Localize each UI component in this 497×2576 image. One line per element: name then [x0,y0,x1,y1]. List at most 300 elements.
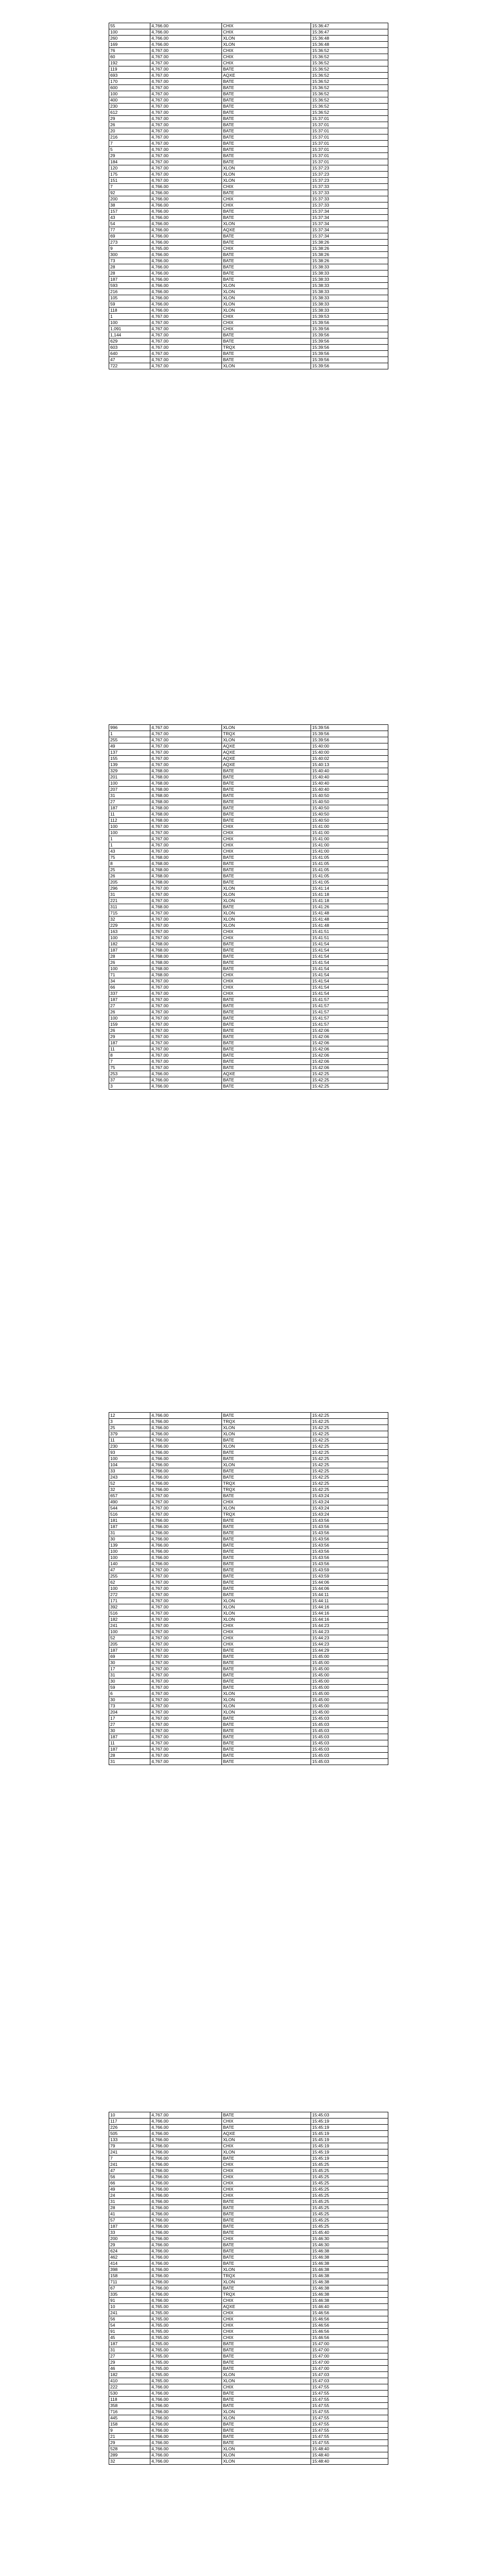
quantity-cell: 7 [109,2156,150,2162]
table-row [109,892,388,898]
venue-cell: BATE [222,787,311,793]
venue-cell: BATE [222,79,311,85]
table-row [109,258,388,264]
table-row [109,1028,388,1034]
venue-cell: BATE [222,1580,311,1586]
table-row [109,2452,388,2459]
time-cell: 15:37:23 [311,172,388,178]
quantity-cell: 43 [109,849,150,855]
quantity-cell: 20 [109,128,150,134]
quantity-cell: 31 [109,1672,150,1679]
table-row [109,762,388,768]
quantity-cell: 52 [109,1481,150,1487]
quantity-cell: 31 [109,2347,150,2353]
table-row [109,1648,388,1654]
venue-cell: BATE [222,1450,311,1456]
price-cell: 4,766.00 [150,2440,222,2446]
time-cell: 15:44:16 [311,1611,388,1617]
time-cell: 15:43:24 [311,1493,388,1499]
table-row [109,2112,388,2119]
table-row [109,128,388,134]
time-cell: 15:41:54 [311,985,388,991]
quantity-cell: 31 [109,1530,150,1536]
table-row [109,1697,388,1703]
quantity-cell: 400 [109,97,150,104]
time-cell: 15:42:25 [311,1475,388,1481]
table-row [109,1413,388,1419]
time-cell: 15:45:40 [311,2230,388,2236]
trades-table-page-2 [109,724,388,1090]
time-cell: 15:40:40 [311,781,388,787]
time-cell: 15:37:23 [311,178,388,184]
time-cell: 15:41:51 [311,929,388,935]
price-cell: 4,766.00 [150,2174,222,2180]
table-row [109,202,388,209]
time-cell: 15:41:54 [311,960,388,966]
time-cell: 15:39:56 [311,345,388,351]
price-cell: 4,766.00 [150,1462,222,1468]
time-cell: 15:48:40 [311,2446,388,2452]
table-row [109,2391,388,2397]
time-cell: 15:46:56 [311,2323,388,2329]
venue-cell: BATE [222,1518,311,1524]
table-row [109,1034,388,1040]
table-row [109,861,388,867]
table-row [109,110,388,116]
quantity-cell: 722 [109,363,150,369]
time-cell: 15:44:06 [311,1586,388,1592]
venue-cell: CHIX [222,314,311,320]
price-cell: 4,768.00 [150,805,222,811]
quantity-cell: 55 [109,23,150,29]
venue-cell: AQXE [222,2131,311,2137]
venue-cell: CHIX [222,2384,311,2391]
price-cell: 4,767.00 [150,1672,222,1679]
table-row [109,873,388,879]
table-row [109,277,388,283]
venue-cell: CHIX [222,2168,311,2174]
table-row [109,1530,388,1536]
time-cell: 15:37:01 [311,147,388,153]
quantity-cell: 45 [109,2335,150,2341]
venue-cell: BATE [222,2403,311,2409]
price-cell: 4,766.00 [150,1444,222,1450]
time-cell: 15:45:19 [311,2149,388,2156]
table-row [109,1666,388,1672]
venue-cell: BATE [222,799,311,805]
price-cell: 4,766.00 [150,277,222,283]
venue-cell: XLON [222,886,311,892]
quantity-cell: 91 [109,2329,150,2335]
venue-cell: CHIX [222,1629,311,1635]
time-cell: 15:45:03 [311,1747,388,1753]
quantity-cell: 184 [109,159,150,165]
price-cell: 4,766.00 [150,2452,222,2459]
quantity-cell: 75 [109,855,150,861]
price-cell: 4,767.00 [150,128,222,134]
time-cell: 15:44:11 [311,1598,388,1604]
time-cell: 15:38:26 [311,252,388,258]
table-row [109,2149,388,2156]
quantity-cell: 79 [109,2143,150,2149]
time-cell: 15:36:52 [311,97,388,104]
quantity-cell: 182 [109,2372,150,2378]
venue-cell: BATE [222,104,311,110]
quantity-cell: 37 [109,1077,150,1083]
quantity-cell: 30 [109,1697,150,1703]
price-cell: 4,766.00 [150,264,222,270]
table-row [109,836,388,842]
table-row [109,824,388,830]
venue-cell: CHIX [222,196,311,202]
table-row [109,849,388,855]
venue-cell: BATE [222,1685,311,1691]
price-cell: 4,767.00 [150,1697,222,1703]
table-row [109,2211,388,2217]
time-cell: 15:46:40 [311,2304,388,2310]
venue-cell: BATE [222,1747,311,1753]
quantity-cell: 32 [109,917,150,923]
venue-cell: BATE [222,2341,311,2347]
table-row [109,2162,388,2168]
price-cell: 4,765.00 [150,2335,222,2341]
price-cell: 4,767.00 [150,320,222,326]
time-cell: 15:37:01 [311,159,388,165]
venue-cell: BATE [222,879,311,886]
price-cell: 4,767.00 [150,110,222,116]
venue-cell: BATE [222,2391,311,2397]
price-cell: 4,766.00 [150,2125,222,2131]
quantity-cell: 163 [109,929,150,935]
quantity-cell: 7 [109,184,150,190]
price-cell: 4,767.00 [150,737,222,743]
price-cell: 4,765.00 [150,246,222,252]
time-cell: 15:38:26 [311,240,388,246]
price-cell: 4,767.00 [150,1691,222,1697]
table-row [109,811,388,818]
venue-cell: BATE [222,2230,311,2236]
price-cell: 4,767.00 [150,886,222,892]
price-cell: 4,766.00 [150,1481,222,1487]
time-cell: 15:45:00 [311,1672,388,1679]
time-cell: 15:36:52 [311,79,388,85]
venue-cell: BATE [222,2211,311,2217]
time-cell: 15:39:53 [311,314,388,320]
table-row [109,855,388,861]
quantity-cell: 1 [109,314,150,320]
quantity-cell: 33 [109,1468,150,1475]
price-cell: 4,767.00 [150,178,222,184]
quantity-cell: 329 [109,768,150,774]
quantity-cell: 272 [109,1592,150,1598]
venue-cell: CHIX [222,2335,311,2341]
table-row [109,2316,388,2323]
time-cell: 15:41:05 [311,855,388,861]
time-cell: 15:38:33 [311,283,388,289]
time-cell: 15:42:06 [311,1034,388,1040]
time-cell: 15:48:40 [311,2452,388,2459]
price-cell: 4,767.00 [150,104,222,110]
quantity-cell: 119 [109,66,150,73]
table-row [109,1691,388,1697]
venue-cell: BATE [222,768,311,774]
time-cell: 15:41:57 [311,1015,388,1022]
time-cell: 15:39:56 [311,351,388,357]
table-row [109,1734,388,1740]
time-cell: 15:47:00 [311,2353,388,2360]
table-row [109,60,388,66]
price-cell: 4,766.00 [150,2199,222,2205]
venue-cell: BATE [222,1009,311,1015]
time-cell: 15:39:56 [311,320,388,326]
venue-cell: BATE [222,873,311,879]
quantity-cell: 201 [109,774,150,781]
quantity-cell: 192 [109,60,150,66]
quantity-cell: 230 [109,1444,150,1450]
quantity-cell: 60 [109,54,150,60]
time-cell: 15:45:25 [311,2193,388,2199]
table-row [109,2255,388,2261]
table-row [109,2347,388,2353]
table-row [109,1046,388,1053]
quantity-cell: 187 [109,2224,150,2230]
table-row [109,923,388,929]
table-row [109,997,388,1003]
venue-cell: XLON [222,2415,311,2421]
time-cell: 15:47:55 [311,2397,388,2403]
time-cell: 15:38:33 [311,289,388,295]
table-row [109,978,388,985]
table-row [109,1629,388,1635]
price-cell: 4,766.00 [150,2224,222,2230]
venue-cell: BATE [222,2366,311,2372]
price-cell: 4,766.00 [150,1413,222,1419]
time-cell: 15:44:29 [311,1648,388,1654]
venue-cell: CHIX [222,2329,311,2335]
quantity-cell: 38 [109,202,150,209]
table-row [109,2143,388,2149]
table-row [109,85,388,91]
price-cell: 4,766.00 [150,2149,222,2156]
table-row [109,1487,388,1493]
table-row [109,793,388,799]
table-row [109,1015,388,1022]
price-cell: 4,766.00 [150,2409,222,2415]
table-row [109,787,388,793]
venue-cell: BATE [222,141,311,147]
venue-cell: TRQX [222,1481,311,1487]
table-row [109,2205,388,2211]
quantity-cell: 100 [109,1549,150,1555]
time-cell: 15:42:25 [311,1481,388,1487]
time-cell: 15:42:25 [311,1083,388,1090]
table-row [109,1518,388,1524]
price-cell: 4,767.00 [150,1493,222,1499]
price-cell: 4,767.00 [150,60,222,66]
table-row [109,1561,388,1567]
quantity-cell: 49 [109,743,150,750]
time-cell: 15:42:25 [311,1413,388,1419]
venue-cell: CHIX [222,29,311,36]
price-cell: 4,767.00 [150,1040,222,1046]
quantity-cell: 410 [109,2378,150,2384]
venue-cell: BATE [222,240,311,246]
table-row [109,153,388,159]
quantity-cell: 100 [109,966,150,972]
price-cell: 4,766.00 [150,2143,222,2149]
price-cell: 4,766.00 [150,252,222,258]
time-cell: 15:37:34 [311,233,388,240]
price-cell: 4,766.00 [150,2279,222,2285]
quantity-cell: 28 [109,954,150,960]
table-row [109,2279,388,2285]
table-row [109,2329,388,2335]
time-cell: 15:45:03 [311,1740,388,1747]
venue-cell: BATE [222,1666,311,1672]
quantity-cell: 289 [109,2452,150,2459]
price-cell: 4,766.00 [150,2397,222,2403]
venue-cell: CHIX [222,2162,311,2168]
time-cell: 15:42:06 [311,1065,388,1071]
time-cell: 15:41:26 [311,904,388,910]
quantity-cell: 26 [109,873,150,879]
quantity-cell: 100 [109,935,150,941]
price-cell: 4,767.00 [150,1635,222,1641]
time-cell: 15:42:25 [311,1450,388,1456]
quantity-cell: 26 [109,122,150,128]
venue-cell: BATE [222,258,311,264]
quantity-cell: 54 [109,2323,150,2329]
price-cell: 4,768.00 [150,873,222,879]
venue-cell: BATE [222,1053,311,1059]
quantity-cell: 100 [109,91,150,97]
time-cell: 15:42:25 [311,1468,388,1475]
price-cell: 4,767.00 [150,1053,222,1059]
quantity-cell: 229 [109,923,150,929]
venue-cell: BATE [222,351,311,357]
quantity-cell: 118 [109,308,150,314]
venue-cell: BATE [222,2285,311,2292]
quantity-cell: 204 [109,1709,150,1716]
price-cell: 4,767.00 [150,923,222,929]
table-row [109,252,388,258]
venue-cell: XLON [222,295,311,301]
price-cell: 4,767.00 [150,1604,222,1611]
time-cell: 15:41:48 [311,910,388,917]
venue-cell: BATE [222,1468,311,1475]
table-row [109,2248,388,2255]
price-cell: 4,766.00 [150,270,222,277]
quantity-cell: 8 [109,861,150,867]
venue-cell: BATE [222,128,311,134]
time-cell: 15:37:34 [311,221,388,227]
venue-cell: CHIX [222,202,311,209]
price-cell: 4,767.00 [150,314,222,320]
venue-cell: BATE [222,2112,311,2119]
venue-cell: XLON [222,1709,311,1716]
quantity-cell: 133 [109,2137,150,2143]
time-cell: 15:37:33 [311,190,388,196]
table-row [109,54,388,60]
table-row [109,2434,388,2440]
venue-cell: CHIX [222,246,311,252]
quantity-cell: 603 [109,345,150,351]
venue-cell: CHIX [222,836,311,842]
venue-cell: BATE [222,2242,311,2248]
quantity-cell: 241 [109,2149,150,2156]
venue-cell: BATE [222,122,311,128]
quantity-cell: 17 [109,1666,150,1672]
quantity-cell: 379 [109,1431,150,1437]
table-row [109,1456,388,1462]
venue-cell: CHIX [222,2119,311,2125]
table-row [109,2341,388,2347]
price-cell: 4,768.00 [150,904,222,910]
time-cell: 15:46:38 [311,2285,388,2292]
quantity-cell: 27 [109,799,150,805]
venue-cell: XLON [222,1444,311,1450]
quantity-cell: 528 [109,2446,150,2452]
quantity-cell: 159 [109,1022,150,1028]
time-cell: 15:43:56 [311,1518,388,1524]
table-row [109,2285,388,2292]
venue-cell: BATE [222,793,311,799]
price-cell: 4,767.00 [150,1753,222,1759]
price-cell: 4,766.00 [150,2403,222,2409]
venue-cell: CHIX [222,2193,311,2199]
price-cell: 4,765.00 [150,2347,222,2353]
quantity-cell: 158 [109,2273,150,2279]
table-row [109,1747,388,1753]
price-cell: 4,766.00 [150,2434,222,2440]
table-row [109,178,388,184]
time-cell: 15:37:34 [311,215,388,221]
time-cell: 15:42:06 [311,1028,388,1034]
time-cell: 15:42:25 [311,1462,388,1468]
quantity-cell: 182 [109,941,150,947]
time-cell: 15:39:56 [311,326,388,332]
table-row [109,818,388,824]
time-cell: 15:39:56 [311,725,388,731]
venue-cell: XLON [222,178,311,184]
table-row [109,886,388,892]
venue-cell: BATE [222,1654,311,1660]
time-cell: 15:47:55 [311,2391,388,2397]
price-cell: 4,766.00 [150,2459,222,2465]
table-row [109,941,388,947]
price-cell: 4,766.00 [150,233,222,240]
venue-cell: BATE [222,1028,311,1034]
price-cell: 4,767.00 [150,165,222,172]
price-cell: 4,767.00 [150,351,222,357]
time-cell: 15:40:00 [311,743,388,750]
quantity-cell: 10 [109,2112,150,2119]
quantity-cell: 100 [109,1015,150,1022]
price-cell: 4,766.00 [150,2137,222,2143]
table-row [109,289,388,295]
time-cell: 15:40:40 [311,768,388,774]
venue-cell: BATE [222,904,311,910]
price-cell: 4,768.00 [150,954,222,960]
table-row [109,1716,388,1722]
time-cell: 15:40:02 [311,756,388,762]
quantity-cell: 462 [109,2255,150,2261]
time-cell: 15:43:56 [311,1524,388,1530]
quantity-cell: 11 [109,1740,150,1747]
quantity-cell: 200 [109,196,150,202]
quantity-cell: 29 [109,2242,150,2248]
time-cell: 15:42:25 [311,1456,388,1462]
